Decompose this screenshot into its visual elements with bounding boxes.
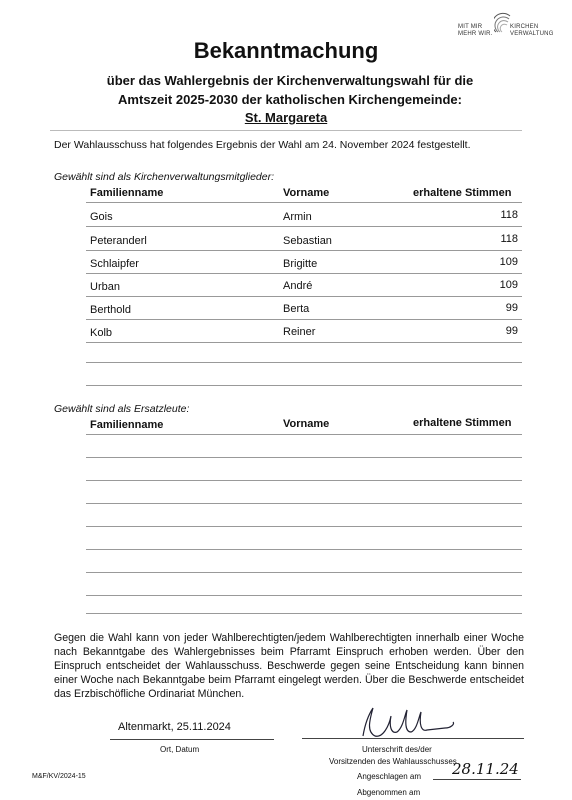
member-votes: 99 — [505, 325, 518, 337]
table-rule — [86, 549, 522, 550]
table-rule — [86, 385, 522, 386]
member-surname: Peteranderl — [90, 235, 147, 247]
legal-notice: Gegen die Wahl kann von jeder Wahlberechtigten/jedem Wahlberechtigten innerhalb einer Woche nach Bekanntgabe des Wahlergebnisses beim Pfarramt Einspruch erhoben werden. Über den Einspruch entscheidet der Wahlausschuss. Beschwerde gegen seine Entscheidung kann binnen einer Woche nach Bekanntgabe beim Pfarramt eingelegt werden. Über die Beschwerde entscheidet das Erzbischöfliche Ordinariat München. — [54, 632, 524, 700]
table-rule — [86, 319, 522, 320]
table-rule — [86, 503, 522, 504]
posted-label: Angeschlagen am — [357, 772, 422, 781]
member-firstname: Berta — [283, 303, 310, 315]
table-rule — [86, 226, 522, 227]
table-rule — [86, 613, 522, 614]
table-rule — [86, 362, 522, 363]
member-votes: 118 — [500, 233, 518, 245]
member-firstname: Reiner — [283, 326, 316, 338]
table-rule — [86, 250, 522, 251]
member-firstname: Sebastian — [283, 235, 332, 247]
member-votes: 99 — [505, 302, 518, 314]
table-rule — [86, 342, 522, 343]
table-rule — [86, 202, 522, 203]
intro-text: Der Wahlausschuss hat folgendes Ergebnis der Wahl am 24. November 2024 festgestellt. — [54, 139, 471, 151]
table-rule — [86, 480, 522, 481]
signature-line — [302, 738, 524, 739]
substitutes-section-label: Gewählt sind als Ersatzleute: — [54, 403, 190, 415]
form-reference: M&F/KV/2024-15 — [32, 773, 86, 780]
posted-date-line — [433, 779, 521, 780]
place-date-line — [110, 739, 274, 740]
member-firstname: Armin — [283, 211, 312, 223]
subtitle-line-2: Amtszeit 2025-2030 der katholischen Kirchengemeinde: — [118, 92, 462, 107]
logo-right-text: KIRCHEN VERWALTUNG — [510, 24, 554, 37]
posted-date-handwritten: 28.11.24 — [452, 760, 519, 778]
header-divider — [50, 130, 522, 131]
member-firstname: André — [283, 280, 313, 292]
signature-label-1: Unterschrift des/der — [362, 745, 432, 754]
members-col-surname: Familienname — [90, 187, 164, 199]
document-title: Bekanntmachung — [193, 38, 379, 63]
member-votes: 109 — [499, 279, 518, 291]
member-surname: Schlaipfer — [90, 258, 139, 270]
table-rule — [86, 457, 522, 458]
table-rule — [86, 273, 522, 274]
members-section-label: Gewählt sind als Kirchenverwaltungsmitglieder: — [54, 171, 275, 183]
member-surname: Berthold — [90, 304, 131, 316]
signature-label-2: Vorsitzenden des Wahlausschusses — [329, 757, 457, 766]
place-date: Altenmarkt, 25.11.2024 — [118, 721, 231, 733]
substitutes-col-votes: erhaltene Stimmen — [413, 417, 512, 429]
subtitle-line-1: über das Wahlergebnis der Kirchenverwaltungswahl für die — [106, 73, 474, 88]
logo-left-text: MIT MIR MEHR WIR. — [458, 24, 493, 37]
member-surname: Gois — [90, 211, 113, 223]
removed-label: Abgenommen am — [357, 788, 421, 797]
member-firstname: Brigitte — [283, 258, 318, 270]
signature-image — [355, 702, 475, 742]
members-col-votes: erhaltene Stimmen — [413, 187, 512, 199]
table-rule — [86, 526, 522, 527]
substitutes-col-surname: Familienname — [90, 419, 164, 431]
member-surname: Urban — [90, 281, 120, 293]
parish-name: St. Margareta — [244, 110, 328, 125]
member-votes: 109 — [499, 256, 518, 268]
table-rule — [86, 595, 522, 596]
table-rule — [86, 296, 522, 297]
table-rule — [86, 572, 522, 573]
table-rule — [86, 434, 522, 435]
member-votes: 118 — [500, 209, 518, 221]
members-col-firstname: Vorname — [283, 187, 330, 199]
substitutes-col-firstname: Vorname — [283, 418, 330, 430]
place-date-label: Ort, Datum — [160, 745, 200, 754]
member-surname: Kolb — [90, 327, 113, 339]
